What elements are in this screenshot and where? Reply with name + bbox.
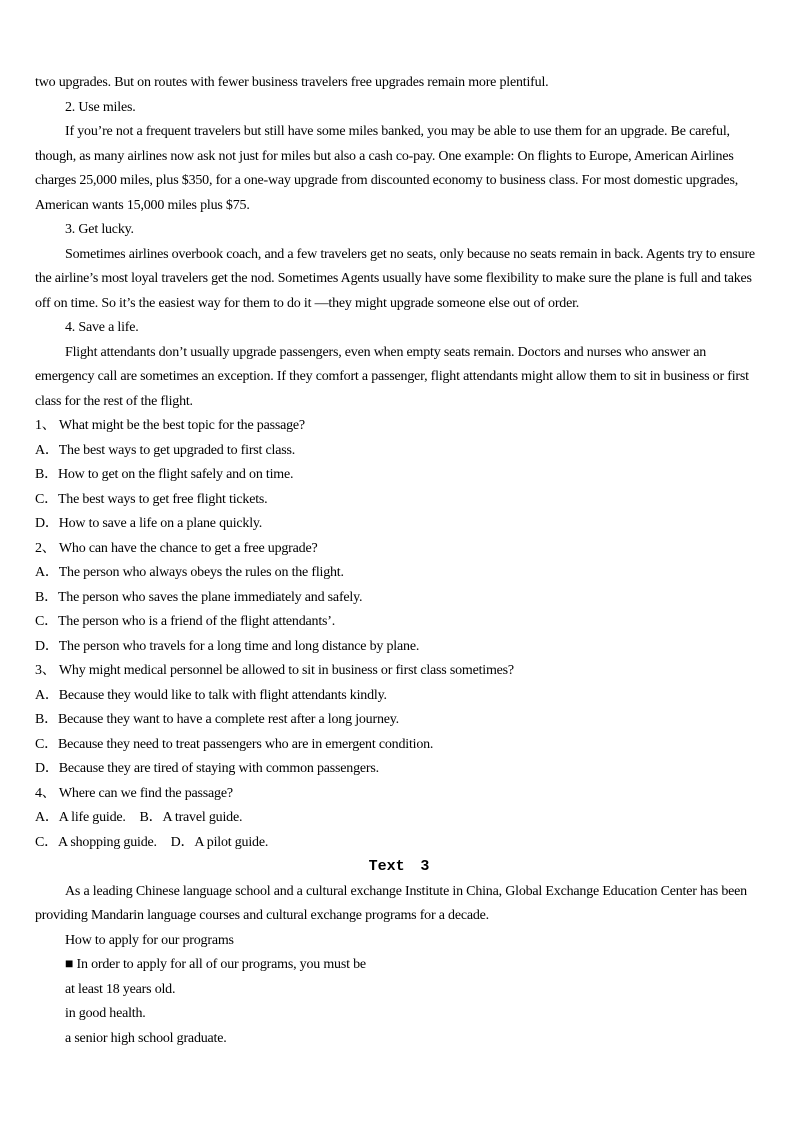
section-body-use-miles: If you’re not a frequent travelers but still have some miles banked, you may be able to use them for an upgrade. Be careful, though, as many airlines now ask not just for miles but also a cash co-pay. One example: On flights to Europe, American Airlines charges 25,000 miles, plus $350, for a one-way upgrade from discounted economy to business class. For most domestic upgrades, American wants 15,000 miles plus $75. (35, 124, 741, 213)
question-4-options-ab: A．A life guide. B．A travel guide. (35, 810, 243, 825)
section-body-save-a-life: Flight attendants don’t usually upgrade passengers, even when empty seats remain. Doctors and nurses who answer an emergency call are sometimes an exception. If they comfort a passenger, flight attendants might allow them to sit in business or first class for the rest of the flight. (35, 344, 753, 409)
document-content (35, 71, 763, 1051)
question-2-option-d: D．The person who travels for a long time and long distance by plane. (35, 638, 420, 654)
text3-line-health-requirement: in good health. (65, 1006, 146, 1021)
question-2-stem: 2、 Who can have the chance to get a free upgrade? (35, 540, 318, 556)
text3-intro-paragraph: As a leading Chinese language school and a cultural exchange Institute in China, Global Exchange Education Center has been providing Mandarin language courses and cultural exchange programs for a decade. (35, 883, 751, 923)
question-3-option-a: A．Because they would like to talk with flight attendants kindly. (35, 687, 387, 703)
question-4-options-cd: C．A shopping guide. D．A pilot guide. (35, 834, 269, 850)
question-3-option-c: C．Because they need to treat passengers who are in emergent condition. (35, 736, 434, 752)
text3-line-graduate-requirement: a senior high school graduate. (65, 1030, 227, 1046)
question-1-option-a: A．The best ways to get upgraded to first class. (35, 442, 296, 458)
question-1-option-c: C．The best ways to get free flight tickets. (35, 491, 268, 507)
question-1-option-d: D．How to save a life on a plane quickly. (35, 516, 263, 531)
question-2-option-c: C．The person who is a friend of the flight attendants’. (35, 614, 336, 629)
section-body-get-lucky: Sometimes airlines overbook coach, and a few travelers get no seats, only because no seats remain in back. Agents try to ensure the airline’s most loyal travelers get the nod. Sometimes Agents usually have some flexibility to make sure the plane is full and takes off on time. So it’s the easiest way for them to do it —they might upgrade someone else out of order. (35, 246, 759, 311)
text3-line-how-to-apply: How to apply for our programs (65, 932, 234, 948)
text3-line-bullet-requirement: ■ In order to apply for all of our programs, you must be (65, 957, 366, 972)
question-3-stem: 3、 Why might medical personnel be allowed to sit in business or first class sometimes? (35, 663, 514, 678)
section-heading-save-a-life: 4. Save a life. (65, 320, 139, 335)
question-4-stem: 4、 Where can we find the passage? (35, 785, 233, 801)
text3-line-age-requirement: at least 18 years old. (65, 981, 176, 997)
question-2-option-b: B．The person who saves the plane immediately and safely. (35, 589, 363, 605)
passage-continuation-line: two upgrades. But on routes with fewer business travelers free upgrades remain more plentiful. (35, 75, 549, 90)
question-3-option-b: B．Because they want to have a complete rest after a long journey. (35, 712, 399, 727)
question-2-option-a: A．The person who always obeys the rules on the flight. (35, 565, 344, 580)
section-heading-get-lucky: 3. Get lucky. (65, 222, 134, 237)
question-3-option-d: D．Because they are tired of staying with common passengers. (35, 761, 379, 776)
text3-heading: Text 3 (368, 858, 430, 875)
section-heading-use-miles: 2. Use miles. (65, 99, 136, 115)
question-1-option-b: B．How to get on the flight safely and on time. (35, 467, 294, 482)
question-1-stem: 1、 What might be the best topic for the passage? (35, 418, 305, 433)
